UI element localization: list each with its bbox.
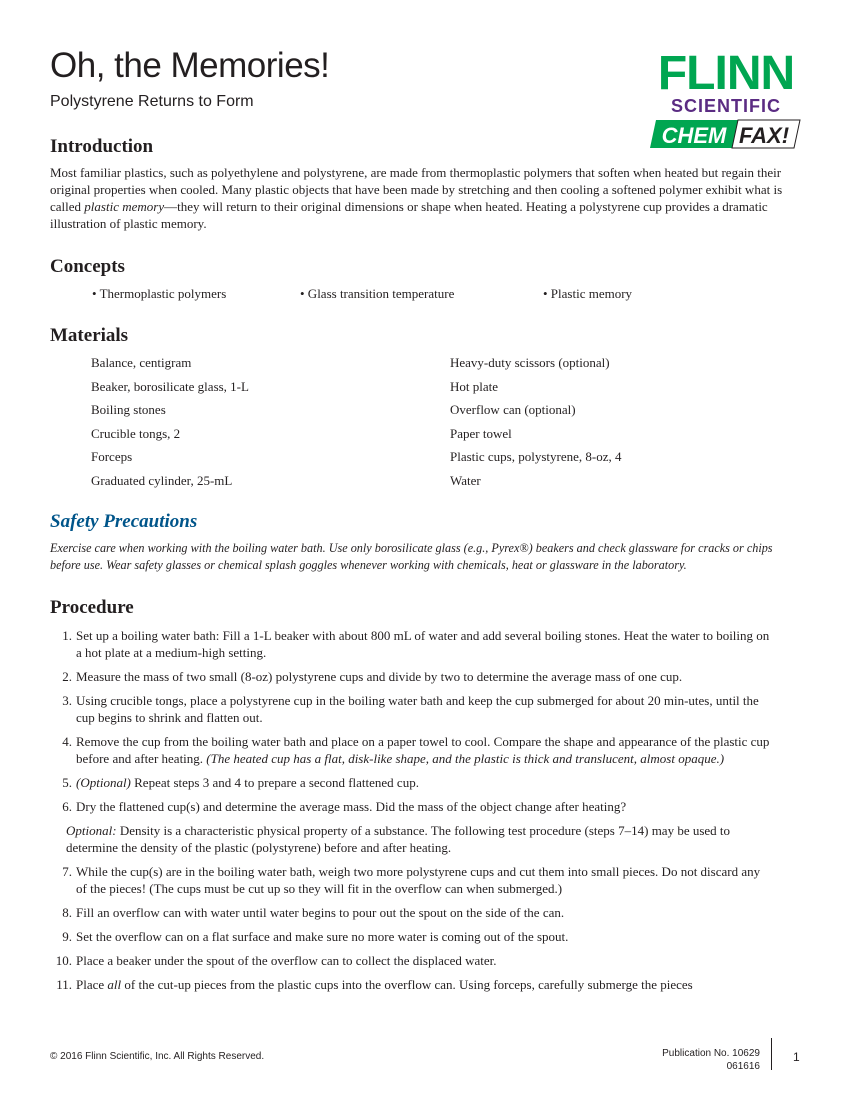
- step-text: Place a beaker under the spout of the overflow can to collect the displaced water.: [76, 953, 497, 968]
- concept-item: • Plastic memory: [543, 286, 633, 301]
- procedure-step: [52, 774, 772, 791]
- material-item: Heavy-duty scissors (optional): [450, 355, 610, 370]
- flinn-scientific-chemfax-logo: [640, 46, 810, 156]
- concept-item: • Thermoplastic polymers: [92, 286, 227, 301]
- materials-list-right: [450, 351, 622, 493]
- step-text: While the cup(s) are in the boiling water bath, weigh two more polystyrene cups and cut them into small pieces. Do not discard any of the pieces! (The cups must be cut up so they will fit in the overflow can when submerged.): [76, 864, 761, 896]
- procedure-step: [52, 668, 772, 685]
- step-text: Repeat steps 3 and 4 to prepare a second flattened cup.: [130, 775, 419, 790]
- step-number: 2.: [62, 669, 72, 684]
- material-item: Balance, centigram: [91, 355, 192, 370]
- publication-code: 061616: [726, 1061, 760, 1072]
- step-text-em: (The heated cup has a flat, disk-like shape, and the plastic is thick and translucent, almost opaque.): [206, 751, 725, 766]
- concepts-heading: Concepts: [50, 256, 125, 277]
- step-text: of the cut-up pieces from the plastic cups into the overflow can. Using forceps, carefully submerge the pieces: [121, 977, 693, 992]
- procedure-heading: Procedure: [50, 597, 134, 618]
- introduction-text-b: —they will return to their original dimensions or shape when heated. Heating a polystyrene cup provides a dramatic illustration of plastic memory.: [50, 199, 768, 231]
- step-text-em: all: [107, 977, 122, 992]
- logo-fax-text: FAX!: [738, 123, 790, 148]
- logo-flinn-text: FLINN: [657, 47, 795, 100]
- material-item: Paper towel: [450, 425, 512, 441]
- materials-list-left: [91, 351, 249, 493]
- procedure-optional-note: [52, 822, 772, 856]
- procedure-step: [52, 928, 772, 945]
- page-title: Oh, the Memories!: [50, 46, 330, 85]
- introduction-text: [50, 164, 790, 232]
- step-number: 7.: [62, 864, 72, 879]
- page-number: 1: [793, 1050, 800, 1064]
- step-text: Set the overflow can on a flat surface and make sure no more water is coming out of the spout.: [76, 929, 569, 944]
- procedure-step: [52, 798, 772, 815]
- material-item: Graduated cylinder, 25-mL: [91, 472, 233, 488]
- step-text: Remove the cup from the boiling water bath and place on a paper towel to cool. Compare the shape and appearance of the plastic cup before and after heating.: [76, 734, 770, 766]
- logo-chem-text: CHEM: [661, 123, 727, 148]
- procedure-step: [52, 952, 772, 969]
- material-item: Forceps: [91, 449, 133, 465]
- step-number: 3.: [62, 693, 72, 708]
- introduction-text-a: Most familiar plastics, such as polyethylene and polystyrene, are made from thermoplastic polymers that soften when heated but regain their original properties when cooled. Many plastic objects that have been made by stretching and then cooling a softened polymer exhibit what is called: [50, 165, 783, 214]
- step-number: 1.: [62, 628, 72, 643]
- logo-scientific-text: SCIENTIFIC: [670, 96, 782, 116]
- footer-copyright: © 2016 Flinn Scientific, Inc. All Rights Reserved.: [50, 1051, 265, 1062]
- step-text: Fill an overflow can with water until water begins to pour out the spout on the side of the can.: [76, 905, 565, 920]
- material-item: Beaker, borosilicate glass, 1-L: [91, 378, 249, 394]
- step-number: 6.: [62, 799, 72, 814]
- procedure-step: [52, 904, 772, 921]
- step-number: 10.: [55, 953, 72, 968]
- procedure-step: [52, 692, 772, 726]
- footer-publication: [662, 1047, 760, 1073]
- material-item: Hot plate: [450, 378, 499, 394]
- step-text: Measure the mass of two small (8-oz) polystyrene cups and divide by two to determine the average mass of one cup.: [76, 669, 683, 684]
- materials-heading: Materials: [50, 325, 129, 346]
- introduction-text-em: plastic memory: [84, 199, 165, 214]
- step-number: 8.: [62, 905, 72, 920]
- step-number: 5.: [62, 775, 72, 790]
- safety-text: Exercise care when working with the boiling water bath. Use only borosilicate glass (e.g., Pyrex®) beakers and check glassware for cracks or chips before use. Wear safety glasses or chemical splash goggles whenever working with chemicals, heat or glassware in the laboratory.: [50, 541, 773, 572]
- step-text-em: (Optional): [76, 775, 131, 790]
- introduction-heading: Introduction: [50, 136, 154, 157]
- step-number: 9.: [62, 929, 72, 944]
- procedure-step: [52, 863, 772, 897]
- procedure-steps: [52, 627, 772, 1000]
- step-text: Place: [76, 977, 108, 992]
- step-text: Dry the flattened cup(s) and determine the average mass. Did the mass of the object change after heating?: [76, 799, 627, 814]
- procedure-step: [52, 976, 772, 993]
- step-number: 4.: [62, 734, 72, 749]
- procedure-step: [52, 627, 772, 661]
- publication-number: Publication No. 10629: [662, 1048, 760, 1059]
- concept-item: • Glass transition temperature: [300, 286, 455, 301]
- material-item: Crucible tongs, 2: [91, 425, 181, 441]
- material-item: Boiling stones: [91, 402, 166, 418]
- footer-divider: [771, 1038, 772, 1070]
- step-text: Set up a boiling water bath: Fill a 1-L beaker with about 800 mL of water and add several boiling stones. Heat the water to boiling on a hot plate at a medium-high setting.: [76, 628, 770, 660]
- material-item: Plastic cups, polystyrene, 8-oz, 4: [450, 449, 622, 465]
- material-item: Overflow can (optional): [450, 402, 576, 418]
- note-text: Density is a characteristic physical property of a substance. The following test procedure (steps 7–14) may be used to determine the density of the plastic (polystyrene) before and after heating.: [66, 823, 731, 855]
- step-text: Using crucible tongs, place a polystyrene cup in the boiling water bath and keep the cup submerged for about 20 min-utes, until the cup begins to shrink and flatten out.: [76, 693, 759, 725]
- page-subtitle: Polystyrene Returns to Form: [50, 93, 254, 110]
- step-number: 11.: [56, 977, 72, 992]
- material-item: Water: [450, 472, 481, 488]
- note-label: Optional:: [66, 823, 117, 838]
- procedure-step: [52, 733, 772, 767]
- safety-heading: Safety Precautions: [50, 511, 198, 532]
